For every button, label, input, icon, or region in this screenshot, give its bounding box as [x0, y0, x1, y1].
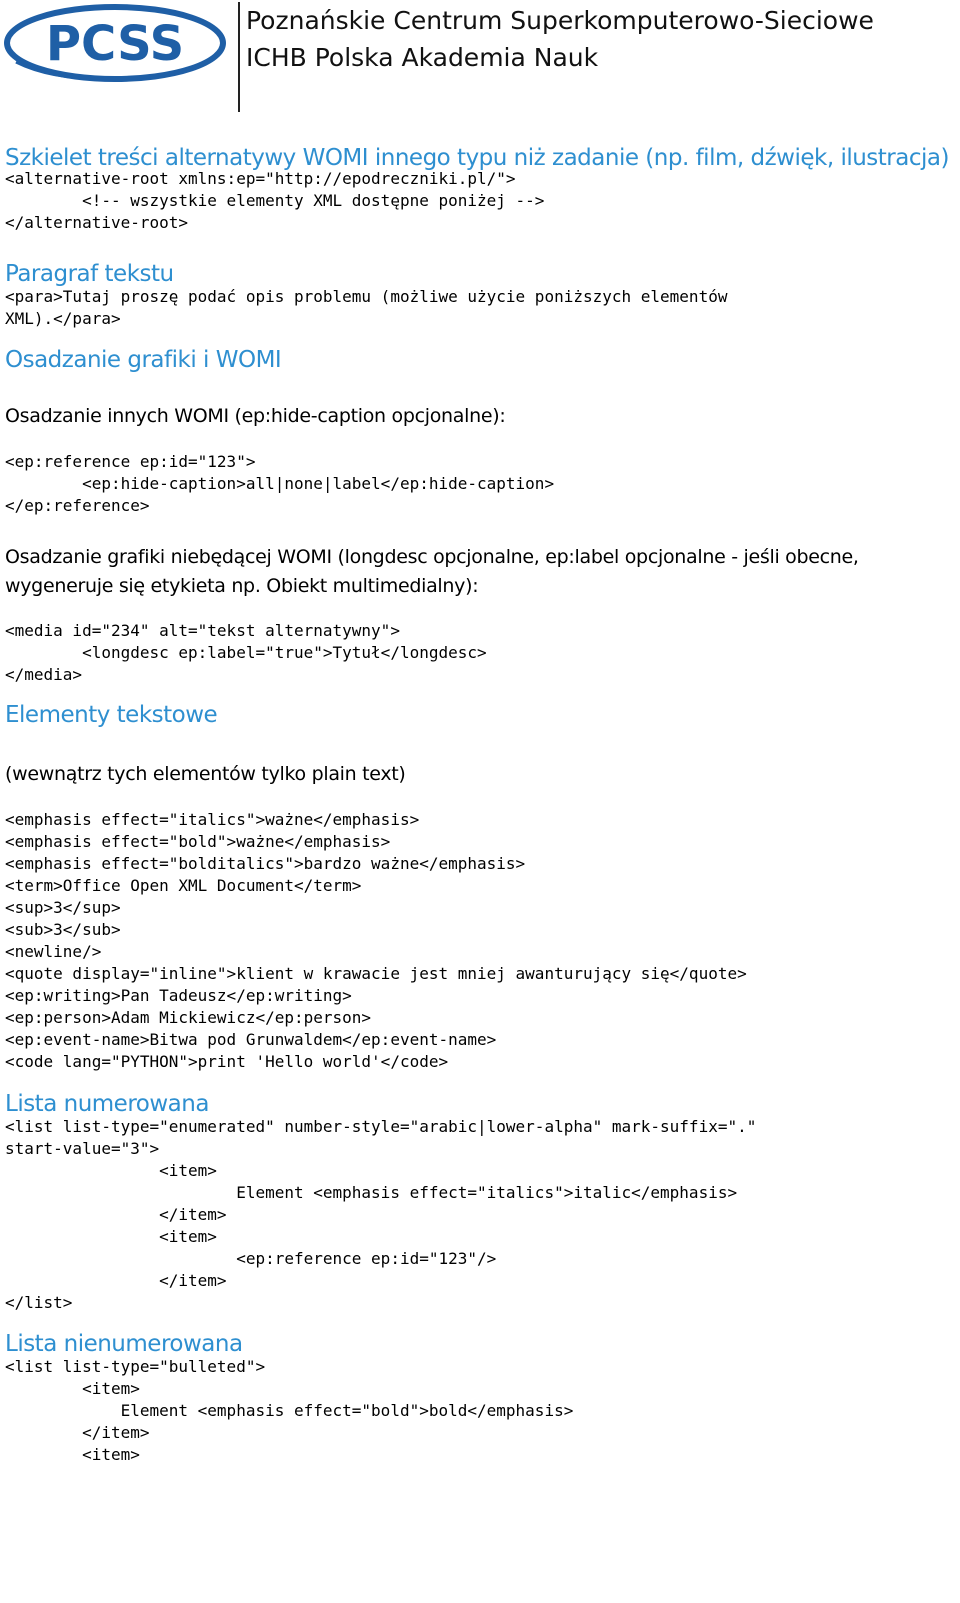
code-block-paragraph: <para>Tutaj proszę podać opis problemu (możliwe użycie poniższych elementów XML).</para>: [5, 287, 728, 328]
section-heading-graphics: Osadzanie grafiki i WOMI: [5, 347, 282, 373]
text-plain-text-note: (wewnątrz tych elementów tylko plain text): [5, 763, 406, 785]
text-womi-intro: Osadzanie innych WOMI (ep:hide-caption opcjonalne):: [5, 405, 506, 427]
code-block-bulleted-list: <list list-type="bulleted"> <item> Element <emphasis effect="bold">bold</emphasis> </item> <item>: [5, 1357, 574, 1464]
section-heading-bulleted-list: Lista nienumerowana: [5, 1331, 243, 1357]
header-divider: [238, 2, 240, 112]
code-block-skeleton: <alternative-root xmlns:ep="http://epodreczniki.pl/"> <!-- wszystkie elementy XML dostępne poniżej --> </alternative-root>: [5, 169, 545, 232]
code-block-text-elements: <emphasis effect="italics">ważne</emphasis> <emphasis effect="bold">ważne</emphasis> <emphasis effect="bolditalics">bardzo ważne</emphasis> <term>Office Open XML Document</term> <sup>3</sup> <sub>3</sub> <newline/> <quote display="inline">klient w krawacie jest mniej awanturujący się</quote> <ep:writing>Pan Tadeusz</ep:writing> <ep:person>Adam Mickiewicz</ep:person> <ep:event-name>Bitwa pod Grunwaldem</ep:event-name> <code lang="PYTHON">print 'Hello world'</code>: [5, 810, 747, 1071]
code-block-media: <media id="234" alt="tekst alternatywny"> <longdesc ep:label="true">Tytuł</longdesc> </media>: [5, 621, 487, 684]
org-name-line1: Poznańskie Centrum Superkomputerowo-Sieciowe: [246, 6, 874, 35]
section-heading-text-elements: Elementy tekstowe: [5, 702, 218, 728]
text-media-intro: Osadzanie grafiki niebędącej WOMI (longdesc opcjonalne, ep:label opcjonalne - jeśli obecne, wygeneruje się etykieta np. Obiekt multimedialny):: [5, 546, 859, 597]
section-heading-numbered-list: Lista numerowana: [5, 1091, 209, 1117]
section-heading-skeleton: Szkielet treści alternatywy WOMI innego typu niż zadanie (np. film, dźwięk, ilustracja): [5, 145, 949, 171]
section-heading-paragraph: Paragraf tekstu: [5, 261, 174, 287]
code-block-reference: <ep:reference ep:id="123"> <ep:hide-caption>all|none|label</ep:hide-caption> </ep:reference>: [5, 452, 555, 515]
document-body: [5, 140, 949, 1466]
pcss-logo: [4, 4, 226, 82]
page-header: [0, 0, 960, 118]
logo-text: PCSS: [45, 16, 185, 72]
code-block-numbered-list: <list list-type="enumerated" number-style="arabic|lower-alpha" mark-suffix="." start-value="3"> <item> Element <emphasis effect="italics">italic</emphasis> </item> <item> <ep:reference ep:id="123"/> </item> </list>: [5, 1117, 757, 1312]
org-name-line2: ICHB Polska Akademia Nauk: [246, 43, 599, 72]
